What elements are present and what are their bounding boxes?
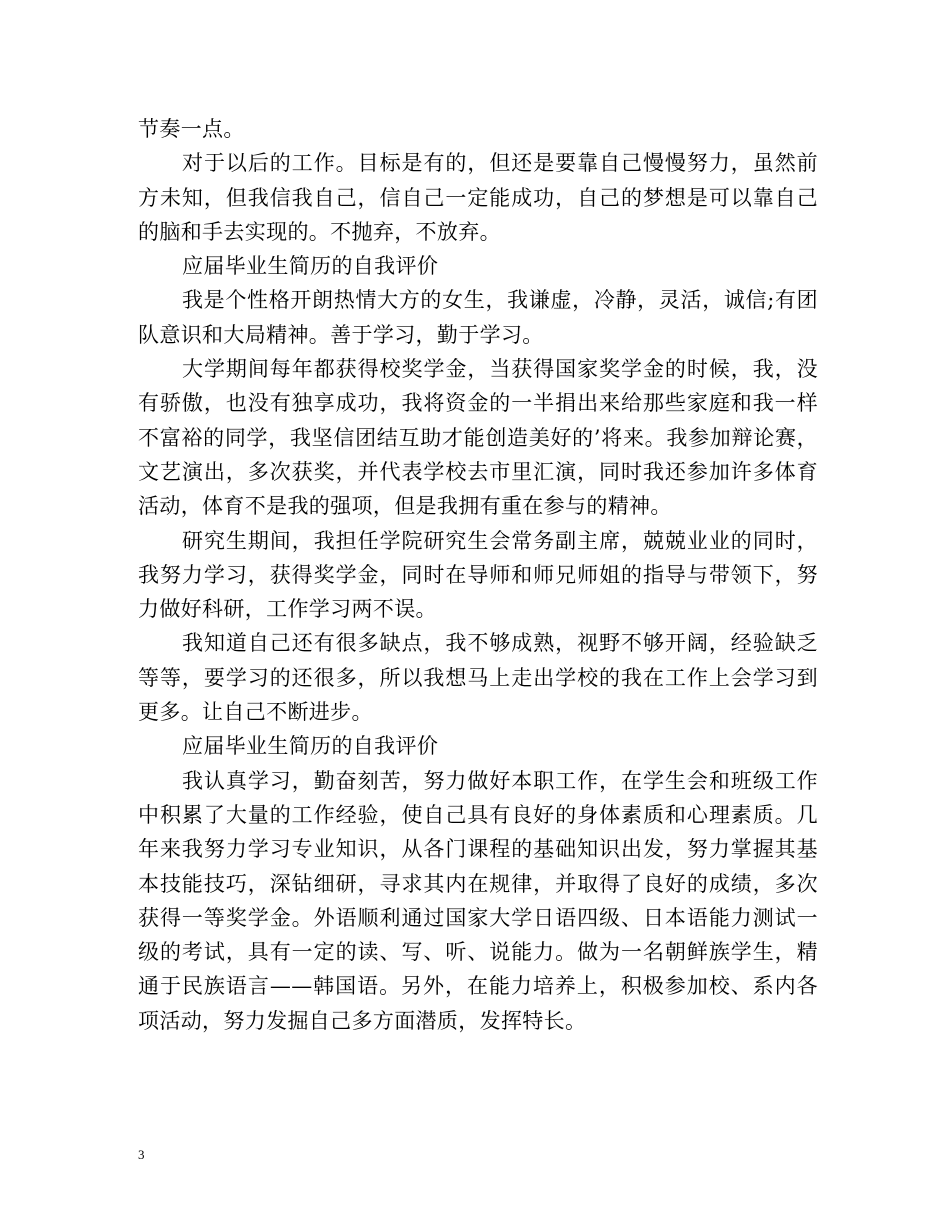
section-heading-self-evaluation-1: 应届毕业生简历的自我评价 bbox=[182, 254, 439, 279]
section-heading-self-evaluation-2: 应届毕业生简历的自我评价 bbox=[182, 734, 439, 759]
paragraph-university: 大学期间每年都获得校奖学金，当获得国家奖学金的时候，我，没有骄傲，也没有独享成功，我将资金的一半捐出来给那些家庭和我一样不富裕的同学，我坚信团结互助才能创造美好的’将来。我参加辩论赛，文艺演出，多次获奖，并代表学校去市里汇演，同时我还参加许多体育活动，体育不是我的强项，但是我拥有重在参与的精神。 bbox=[138, 357, 818, 519]
paragraph-future-work: 对于以后的工作。目标是有的，但还是要靠自己慢慢努力，虽然前方未知，但我信我自己，信自己一定能成功，自己的梦想是可以靠自己的脑和手去实现的。不抛弃，不放弃。 bbox=[138, 151, 818, 244]
paragraph-graduate-study: 研究生期间，我担任学院研究生会常务副主席，兢兢业业的同时，我努力学习，获得奖学金，同时在导师和师兄师姐的指导与带领下，努力做好科研，工作学习两不误。 bbox=[138, 528, 818, 622]
page-number: 3 bbox=[138, 1147, 145, 1162]
document-body bbox=[138, 112, 818, 1038]
paragraph-continuation: 节奏一点。 bbox=[138, 117, 245, 141]
paragraph-study-work-experience: 我认真学习，勤奋刻苦，努力做好本职工作，在学生会和班级工作中积累了大量的工作经验，使自己具有良好的身体素质和心理素质。几年来我努力学习专业知识，从各门课程的基础知识出发，努力掌握其基本技能技巧，深钻细研，寻求其内在规律，并取得了良好的成绩，多次获得一等奖学金。外语顺利通过国家大学日语四级、日本语能力测试一级的考试，具有一定的读、写、听、说能力。做为一名朝鲜族学生，精通于民族语言——韩国语。另外，在能力培养上，积极参加校、系内各项活动，努力发掘自己多方面潜质，发挥特长。 bbox=[138, 768, 818, 1033]
paragraph-shortcomings: 我知道自己还有很多缺点，我不够成熟，视野不够开阔，经验缺乏等等，要学习的还很多，所以我想马上走出学校的我在工作上会学习到更多。让自己不断进步。 bbox=[138, 631, 818, 725]
paragraph-personality: 我是个性格开朗热情大方的女生，我谦虚，冷静，灵活，诚信;有团队意识和大局精神。善于学习，勤于学习。 bbox=[138, 288, 818, 347]
